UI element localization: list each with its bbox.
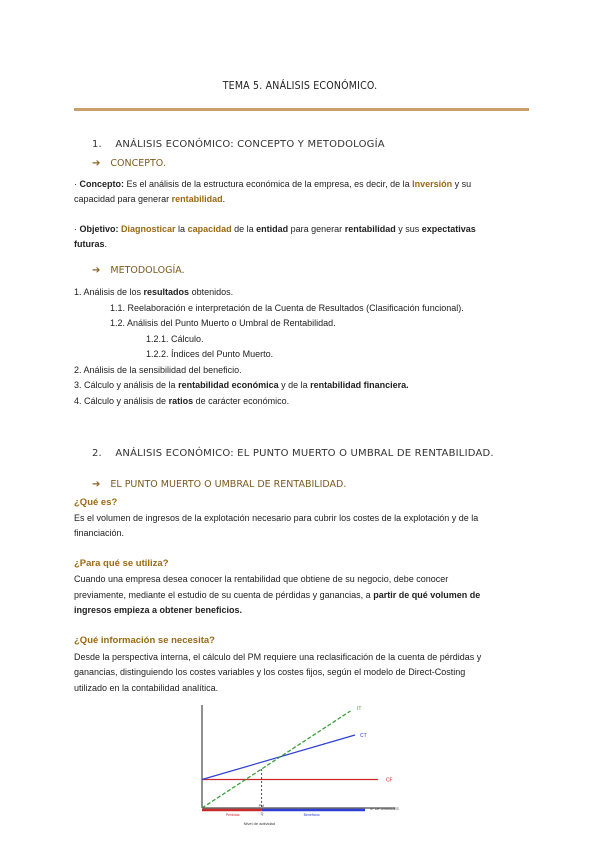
concepto-heading-label: CONCEPTO.	[110, 158, 166, 169]
answer-para-que-line-2: previamente, mediante el estudio de su cuenta de pérdidas y ganancias, a partir de qué volumen de	[74, 590, 481, 600]
list-item-1-2: 1.2. Análisis del Punto Muerto o Umbral de Rentabilidad.	[110, 318, 336, 328]
answer-informacion-line-3: utilizado en la contabilidad analítica.	[74, 683, 219, 693]
loss-zone-label: Pérdidas	[225, 813, 240, 817]
metodologia-heading-label: METODOLOGÍA.	[110, 265, 185, 276]
title-divider	[74, 108, 529, 111]
answer-para-que-line-1: Cuando una empresa desea conocer la rentabilidad que obtiene de su negocio, debe conocer	[74, 574, 449, 584]
objetivo-line-2: futuras.	[74, 239, 108, 249]
section-2-number: 2.	[92, 448, 102, 459]
section-1-heading	[92, 139, 385, 150]
profit-zone-label: Beneficios	[303, 813, 320, 817]
concepto-heading	[92, 158, 166, 169]
section-2-heading	[92, 448, 494, 459]
answer-informacion-line-1: Desde la perspectiva interna, el cálculo del PM requiere una reclasificación de la cuenta de pérdidas y	[74, 652, 482, 662]
list-item-1-2-1: 1.2.1. Cálculo.	[146, 334, 204, 344]
series-line-it	[202, 711, 350, 808]
pm-label: PM	[258, 804, 264, 808]
section-1-title: ANÁLISIS ECONÓMICO: CONCEPTO Y METODOLOGÍA	[115, 139, 385, 150]
break-even-chart	[190, 700, 420, 840]
arrow-right-icon: ➔	[92, 265, 101, 276]
metodologia-heading	[92, 265, 185, 276]
arrow-right-icon: ➔	[92, 158, 101, 169]
punto-muerto-heading-label: EL PUNTO MUERTO O UMBRAL DE RENTABILIDAD.	[110, 479, 347, 490]
document-title: TEMA 5. ANÁLISIS ECONÓMICO.	[222, 80, 378, 92]
answer-que-es-line-1: Es el volumen de ingresos de la explotación necesario para cubrir los costes de la explotación y de la	[74, 513, 479, 523]
section-2-title: ANÁLISIS ECONÓMICO: EL PUNTO MUERTO O UMBRAL DE RENTABILIDAD.	[115, 448, 494, 459]
punto-muerto-heading	[92, 479, 346, 490]
x-axis-units-label: Nº DE UNIDADES	[370, 807, 399, 811]
question-que-es: ¿Qué es?	[74, 497, 118, 508]
arrow-right-icon: ➔	[92, 479, 101, 490]
answer-que-es-line-2: financiación.	[74, 528, 125, 538]
concepto-line-1: · Concepto: Es el análisis de la estructura económica de la empresa, es decir, de la Inversión y su	[74, 179, 472, 189]
list-item-4: 4. Cálculo y análisis de ratios de carácter económico.	[74, 396, 290, 406]
question-informacion: ¿Qué información se necesita?	[74, 635, 215, 646]
section-1-number: 1.	[92, 139, 102, 150]
list-item-1-1: 1.1. Reelaboración e interpretación de la Cuenta de Resultados (Clasificación funcional).	[110, 303, 464, 313]
list-item-3: 3. Cálculo y análisis de la rentabilidad económica y de la rentabilidad financiera.	[74, 380, 409, 390]
list-item-1: 1. Análisis de los resultados obtenidos.	[74, 287, 234, 297]
objetivo-line-1: · Objetivo: Diagnosticar la capacidad de la entidad para generar rentabilidad y sus expectativas	[74, 224, 476, 234]
question-para-que: ¿Para qué se utiliza?	[74, 558, 169, 569]
series-label-ct: CT	[360, 733, 367, 739]
list-item-1-2-2: 1.2.2. Índices del Punto Muerto.	[146, 349, 274, 359]
list-item-2: 2. Análisis de la sensibilidad del beneficio.	[74, 365, 242, 375]
x-mark-label: Q	[260, 812, 264, 816]
answer-para-que-line-3: ingresos empieza a obtener beneficios.	[74, 605, 243, 615]
x-axis-title: Nivel de actividad	[243, 821, 276, 826]
concepto-line-2: capacidad para generar rentabilidad.	[74, 194, 226, 204]
series-label-it: IT	[357, 706, 362, 712]
series-label-cf: CF	[385, 777, 393, 784]
answer-informacion-line-2: ganancias, distinguiendo los costes variables y los costes fijos, según el modelo de Direct-Costing	[74, 667, 466, 677]
